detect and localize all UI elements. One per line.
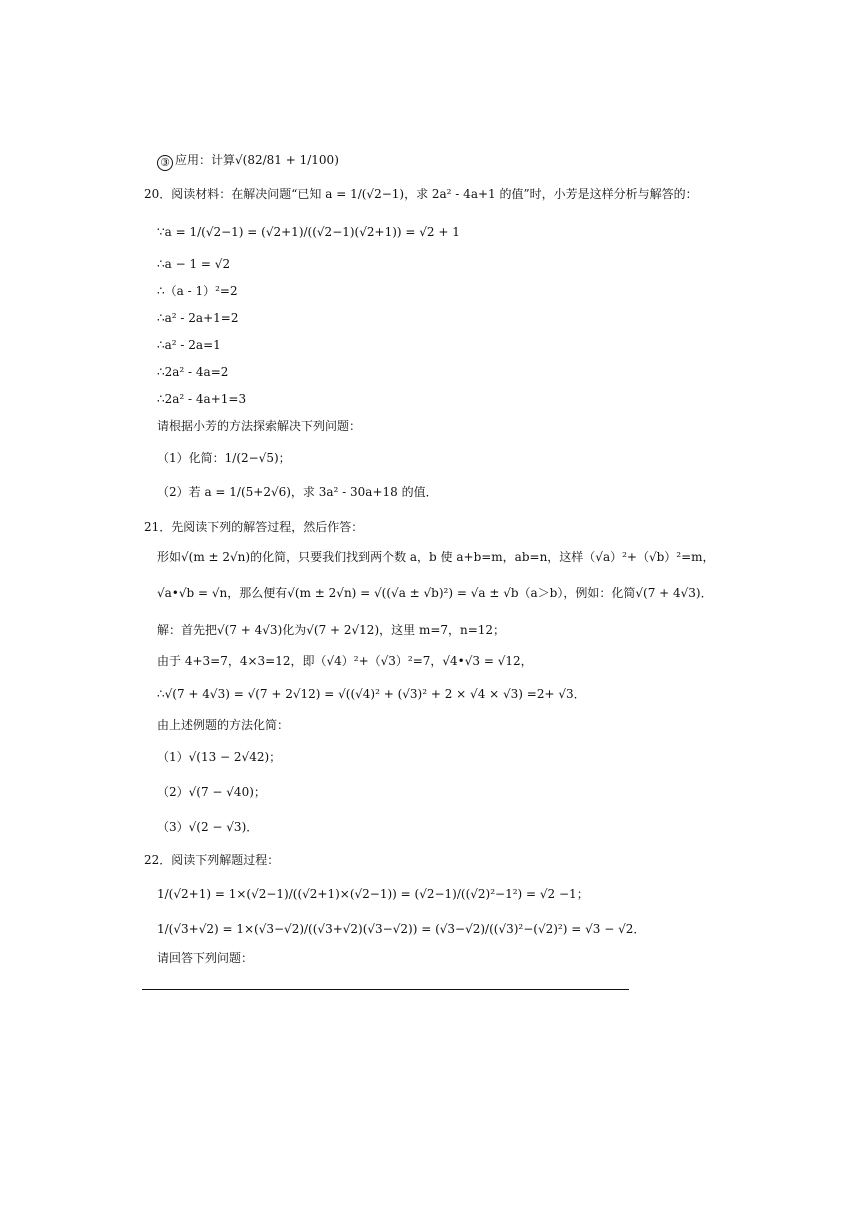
q21-part-3: （3）√(2 − √3)． [157,820,259,834]
q20-step-1: ∵a = 1/(√2−1) = (√2+1)/((√2−1)(√2+1)) = √2 + 1 [157,225,460,239]
q21-line-3: 解：首先把√(7 + 4√3)化为√(7 + 2√12)，这里 m=7，n=12； [157,623,506,637]
q22-prompt: 请回答下列问题： [157,951,254,965]
q21-heading [144,519,363,535]
circled-number: ③ [157,155,173,171]
q21-text: 先阅读下列的解答过程，然后作答： [171,520,364,534]
q21-part-1: （1）√(13 − 2√42)； [157,750,282,764]
q21-line-4: 由于 4+3=7，4×3=12，即（√4）²+（√3）²=7，√4•√3 = √12， [157,654,533,668]
footer-rule [142,989,629,990]
q21-line-2: √a•√b = √n，那么便有√(m ± 2√n) = √((√a ± √b)²) = √a ± √b（a＞b），例如：化简√(7 + 4√3)． [157,586,713,600]
q20-text: 阅读材料：在解决问题“已知 a = 1/(√2−1)，求 2a² - 4a+1 的值”时，小芳是这样分析与解答的： [171,187,698,201]
q20-step-4: ∴a² - 2a+1=2 [157,311,239,325]
q20-part-2: （2）若 a = 1/(5+2√6)，求 3a² - 30a+18 的值． [157,485,438,499]
q22-heading [144,852,279,868]
q20-prompt: 请根据小芳的方法探索解决下列问题： [157,419,362,433]
q22-line-2: 1/(√3+√2) = 1×(√3−√2)/((√3+√2)(√3−√2)) = (√3−√2)/((√3)²−(√2)²) = √3 − √2． [157,922,646,936]
q21-line-1: 形如√(m ± 2√n)的化简，只要我们找到两个数 a，b 使 a+b=m，ab=n，这样（√a）²+（√b）²=m， [157,550,715,564]
q21-part-2: （2）√(7 − √40)； [157,785,266,799]
q21-line-6: 由上述例题的方法化简： [157,718,290,732]
q19-part3-expr: √(82/81 + 1/100) [235,153,339,167]
q20-step-6: ∴2a² - 4a=2 [157,365,229,379]
q22-line-1: 1/(√2+1) = 1×(√2−1)/((√2+1)×(√2−1)) = (√2−1)/((√2)²−1²) = √2 −1； [157,887,589,901]
q19-part3 [157,152,339,171]
q20-step-5: ∴a² - 2a=1 [157,338,221,352]
q22-text: 阅读下列解题过程： [171,853,280,867]
q21-number: 21． [144,520,172,534]
q20-step-3: ∴（a - 1）²=2 [157,284,238,298]
q20-part-1: （1）化简：1/(2−√5)； [157,451,291,465]
q20-step-2: ∴a − 1 = √2 [157,257,231,271]
q20-step-7: ∴2a² - 4a+1=3 [157,392,247,406]
q20-number: 20． [144,187,172,201]
q19-part3-text: 应用：计算 [175,153,236,167]
q20-heading [144,186,698,202]
q22-number: 22． [144,853,172,867]
q21-line-5: ∴√(7 + 4√3) = √(7 + 2√12) = √((√4)² + (√3)² + 2 × √4 × √3) =2+ √3． [157,687,586,701]
